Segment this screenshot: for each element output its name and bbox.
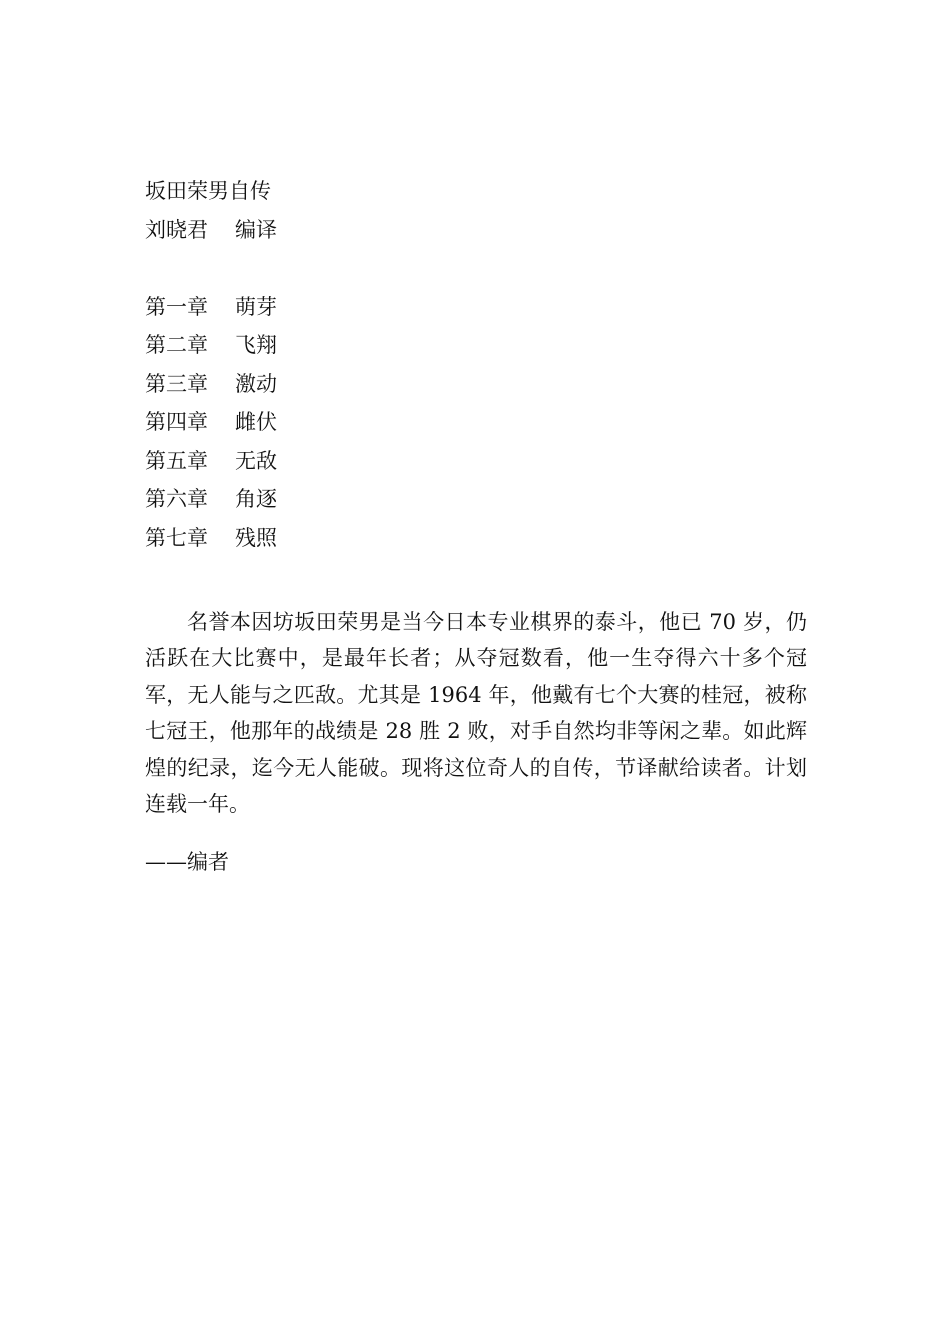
- chapter-title: 萌芽: [235, 294, 277, 319]
- chapter-item: [145, 288, 810, 327]
- chapter-title: 激动: [235, 371, 277, 396]
- translator-name: 刘晓君: [145, 217, 208, 242]
- chapter-title: 雌伏: [235, 410, 277, 434]
- chapter-title: 飞翔: [235, 333, 277, 357]
- chapter-number: 第二章: [145, 333, 208, 357]
- chapter-number: 第四章: [145, 410, 208, 434]
- spacer: [145, 557, 810, 596]
- chapter-title: 角逐: [235, 487, 277, 511]
- chapter-item: [145, 480, 810, 519]
- intro-paragraph: 名誉本因坊坂田荣男是当今日本专业棋界的泰斗，他已 70 岁，仍活跃在大比赛中，是最年长者；从夺冠数看，他一生夺得六十多个冠军，无人能与之匹敌。尤其是 1964 年，他戴有七个大赛的桂冠，被称七冠王，他那年的战绩是 28 胜 2 败，对手自然均非等闲之辈。如此辉煌的纪录，迄今无人能破。现将这位奇人的自传，节译献给读者。计划连载一年。: [145, 609, 807, 816]
- chapter-item: [145, 442, 810, 481]
- chapter-item: [145, 326, 810, 365]
- chapter-number: 第三章: [145, 371, 208, 396]
- chapter-number: 第七章: [145, 525, 208, 550]
- chapter-list: [145, 288, 810, 558]
- chapter-item: [145, 403, 810, 442]
- chapter-title: 无敌: [235, 448, 277, 473]
- chapter-title: 残照: [235, 525, 277, 550]
- chapter-number: 第六章: [145, 487, 208, 511]
- chapter-item: [145, 519, 810, 558]
- document-page: [145, 172, 810, 880]
- editor-signature: ——编者: [145, 849, 229, 874]
- chapter-item: [145, 365, 810, 404]
- translator-credit: [145, 211, 810, 250]
- translator-role: 编译: [235, 217, 277, 242]
- chapter-number: 第五章: [145, 448, 208, 473]
- spacer: [145, 249, 810, 288]
- book-title: 坂田荣男自传: [145, 179, 271, 203]
- chapter-number: 第一章: [145, 294, 208, 319]
